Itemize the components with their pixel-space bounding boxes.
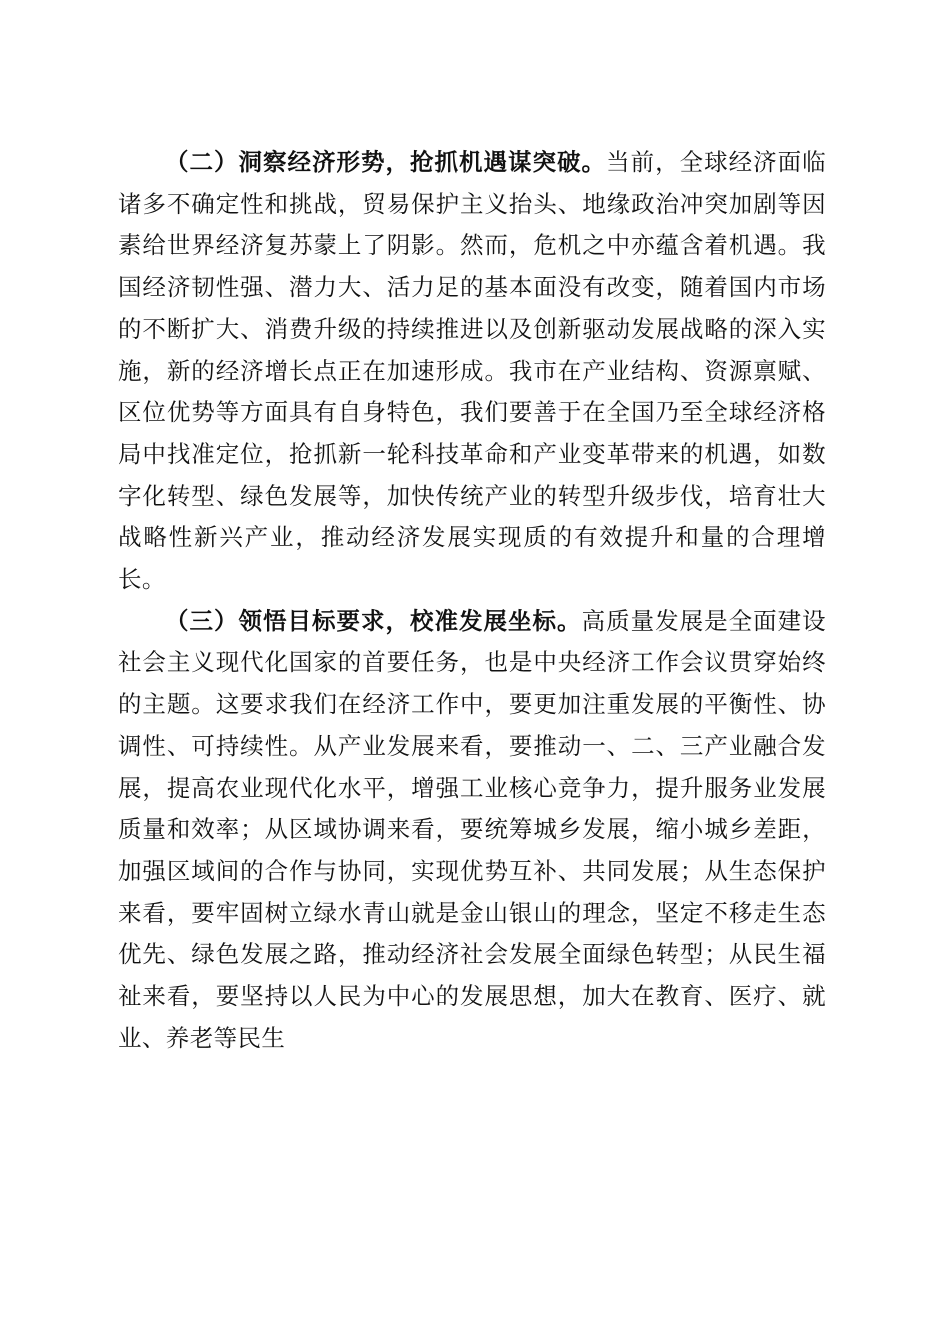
paragraph-economic-situation — [118, 142, 826, 601]
paragraph-goals-requirements — [118, 601, 826, 1060]
document-body — [118, 142, 826, 1059]
paragraph-heading: （三）领悟目标要求，校准发展坐标。 — [165, 606, 582, 635]
paragraph-text: 当前，全球经济面临诸多不确定性和挑战，贸易保护主义抬头、地缘政治冲突加剧等因素给世界经济复苏蒙上了阴影。然而，危机之中亦蕴含着机遇。我国经济韧性强、潜力大、活力足的基本面没有改变，随着国内市场的不断扩大、消费升级的持续推进以及创新驱动发展战略的深入实施，新的经济增长点正在加速形成。我市在产业结构、资源禀赋、区位优势等方面具有自身特色，我们要善于在全国乃至全球经济格局中找准定位，抢抓新一轮科技革命和产业变革带来的机遇，如数字化转型、绿色发展等，加快传统产业的转型升级步伐，培育壮大战略性新兴产业，推动经济发展实现质的有效提升和量的合理增长。 — [118, 148, 826, 594]
paragraph-heading: （二）洞察经济形势，抢抓机遇谋突破。 — [165, 148, 607, 176]
paragraph-text: 高质量发展是全面建设社会主义现代化国家的首要任务，也是中央经济工作会议贯穿始终的主题。这要求我们在经济工作中，要更加注重发展的平衡性、协调性、可持续性。从产业发展来看，要推动一、二、三产业融合发展，提高农业现代化水平，增强工业核心竞争力，提升服务业发展质量和效率；从区域协调来看，要统筹城乡发展，缩小城乡差距，加强区域间的合作与协同，实现优势互补、共同发展；从生态保护来看，要牢固树立绿水青山就是金山银山的理念，坚定不移走生态优先、绿色发展之路，推动经济社会发展全面绿色转型；从民生福祉来看，要坚持以人民为中心的发展思想，加大在教育、医疗、就业、养老等民生 — [118, 606, 826, 1052]
